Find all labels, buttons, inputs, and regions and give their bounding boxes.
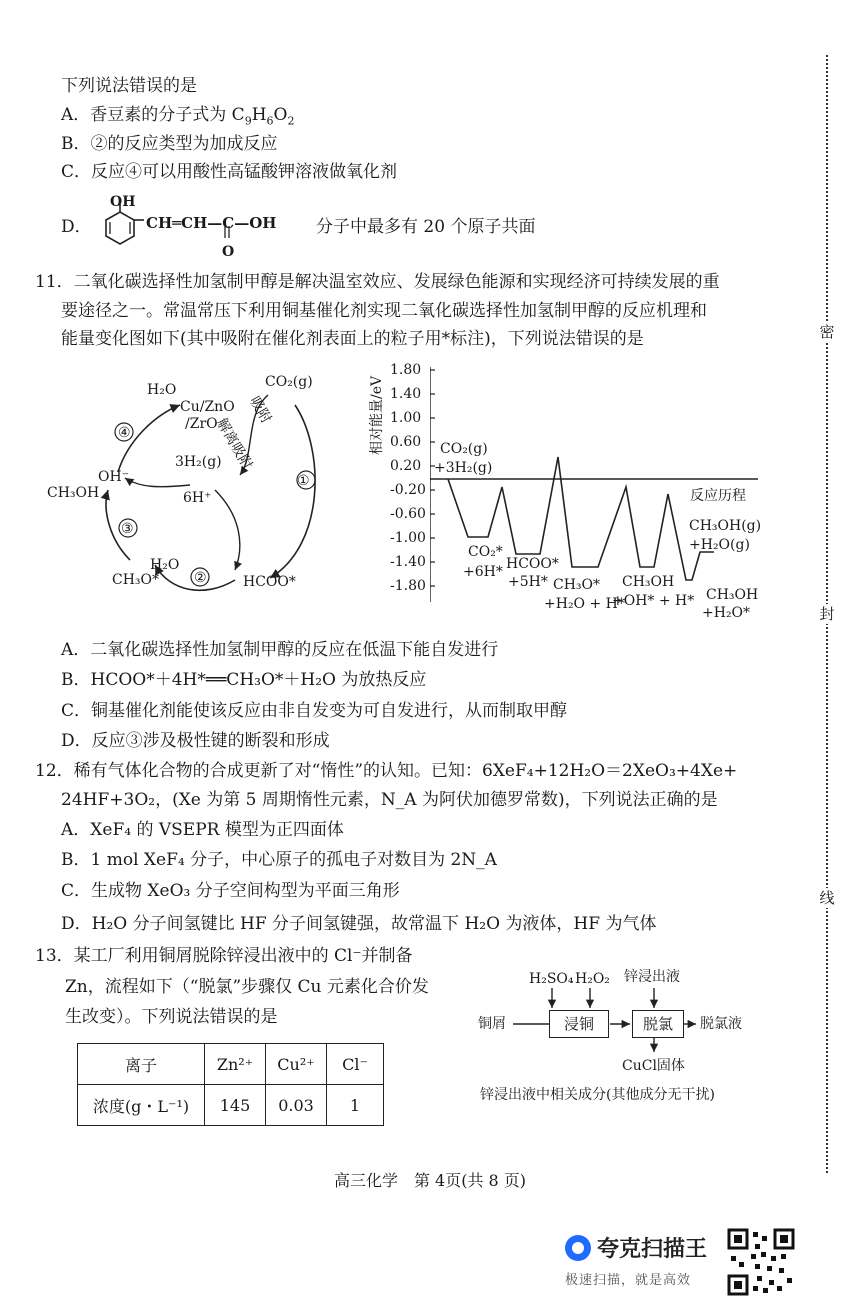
cycle-h2o-bottom: H₂O — [150, 557, 180, 573]
energy-s4b: +OH* + H* — [612, 593, 695, 609]
scanner-tagline: 极速扫描，就是高效 — [565, 1273, 692, 1288]
q10-o-bottom: O — [222, 244, 235, 260]
q11-option-b: B．HCOO*＋4H*══CH₃O*＋H₂O 为放热反应 — [61, 670, 427, 690]
flow-caption: 锌浸出液中相关成分(其他成分无干扰) — [480, 1087, 715, 1103]
q10-option-d-label: D． — [61, 217, 92, 237]
q12-option-a: A．XeF₄ 的 VSEPR 模型为正四面体 — [61, 820, 344, 840]
table-cell: 0.03 — [266, 1085, 327, 1126]
cycle-step2: ② — [194, 570, 207, 586]
cycle-desorb-adsorb: 解离吸附 — [213, 415, 255, 473]
q11-line1: 11．二氧化碳选择性加氢制甲醇是解决温室效应、发展绿色能源和实现经济可持续发展的重 — [35, 272, 720, 292]
q10-oh-top: OH — [110, 194, 136, 210]
q13-flow-arrows — [470, 960, 770, 1060]
q13-line3: 生改变）。下列说法错误的是 — [65, 1007, 278, 1027]
table-cell: 浓度(g・L⁻¹) — [78, 1085, 205, 1126]
table-row — [78, 1085, 384, 1126]
energy-s4a: CH₃OH — [622, 574, 675, 590]
energy-start-2: +3H₂(g) — [434, 460, 493, 476]
q11-option-d: D．反应③涉及极性键的断裂和形成 — [61, 731, 330, 751]
ytick-label: 1.00 — [390, 410, 422, 426]
cycle-adsorb: 吸附 — [246, 393, 274, 427]
energy-s3a: CH₃O* — [553, 577, 601, 593]
flow-copper-scrap: 铜屑 — [478, 1016, 506, 1032]
flow-h2o2: H₂O₂ — [575, 971, 610, 987]
ytick-label: 0.60 — [390, 434, 422, 450]
ytick-label: -1.80 — [390, 578, 426, 594]
flow-box-leach: 浸铜 — [549, 1010, 609, 1038]
flow-h2so4: H₂SO₄ — [529, 971, 574, 987]
table-cell: 1 — [327, 1085, 384, 1126]
energy-ylabel: 相对能量/eV — [369, 375, 385, 455]
energy-s5b: +H₂O* — [702, 605, 751, 621]
cycle-catalyst-2: /ZrO — [185, 416, 218, 432]
cycle-co2: CO₂(g) — [265, 374, 313, 390]
ytick-label: -1.40 — [390, 554, 426, 570]
table-cell: 145 — [205, 1085, 266, 1126]
q12-line1: 12．稀有气体化合物的合成更新了对“惰性”的认知。已知：6XeF₄+12H₂O＝2XeO₃+4Xe+ — [35, 761, 738, 781]
q12-option-b: B．1 mol XeF₄ 分子，中心原子的孤电子对数目为 2N_A — [61, 850, 497, 870]
q13-line2: Zn，流程如下（“脱氯”步骤仅 Cu 元素化合价发 — [65, 977, 429, 997]
ytick-label: -0.20 — [390, 482, 426, 498]
q10-stem: 下列说法错误的是 — [61, 76, 197, 96]
energy-s1a: CO₂* — [468, 544, 503, 560]
flow-product: 脱氯液 — [700, 1016, 742, 1032]
flow-box-dechlorinate: 脱氯 — [632, 1010, 684, 1038]
energy-s3b: +H₂O + H* — [544, 596, 625, 612]
page-footer: 高三化学 第 4页(共 8 页) — [333, 1171, 527, 1190]
flow-cucl: CuCl固体 — [622, 1058, 685, 1074]
cycle-step3: ③ — [121, 521, 134, 537]
q13-ion-table — [77, 1043, 384, 1126]
cycle-h2: 3H₂(g) — [175, 454, 222, 470]
q11-option-c: C．铜基催化剂能使该反应由非自发变为可自发进行，从而制取甲醇 — [61, 701, 568, 721]
table-cell: 离子 — [78, 1044, 205, 1085]
scanner-brand-name: 夸克扫描王 — [597, 1237, 708, 1262]
table-cell: Cl⁻ — [327, 1044, 384, 1085]
binding-char-xian: 线 — [816, 888, 838, 908]
ytick-label: 1.80 — [390, 362, 422, 378]
ytick-label: -1.00 — [390, 530, 426, 546]
cycle-hcoo: HCOO* — [243, 574, 296, 590]
ytick-label: 0.20 — [390, 458, 422, 474]
cycle-ch3o: CH₃O* — [112, 572, 160, 588]
cycle-step1: ① — [297, 473, 310, 489]
q12-option-d: D．H₂O 分子间氢键比 HF 分子间氢键强，故常温下 H₂O 为液体，HF 为气体 — [61, 914, 657, 934]
q10-chain: CH═CH—C—OH — [146, 214, 277, 232]
q11-line3: 能量变化图如下(其中吸附在催化剂表面上的粒子用*标注)，下列说法错误的是 — [61, 329, 644, 349]
flow-zinc-leach: 锌浸出液 — [624, 969, 680, 985]
cycle-hplus: 6H⁺ — [183, 490, 212, 506]
cycle-catalyst-1: Cu/ZnO — [180, 399, 235, 415]
scanner-brand — [565, 1232, 707, 1288]
scanner-logo-icon — [565, 1235, 591, 1261]
binding-char-feng: 封 — [816, 604, 838, 624]
table-row — [78, 1044, 384, 1085]
q10-option-a: A．香豆素的分子式为 $C_9H_6O_2$ — [61, 105, 295, 128]
cycle-oh: OH⁻ — [98, 469, 130, 485]
energy-end-1: CH₃OH(g) — [689, 518, 762, 534]
energy-s2a: HCOO* — [506, 556, 559, 572]
q10-option-b: B．②的反应类型为加成反应 — [61, 134, 278, 154]
q11-line2: 要途径之一。常温常压下利用铜基催化剂实现二氧化碳选择性加氢制甲醇的反应机理和 — [61, 301, 707, 321]
q13-line1: 13．某工厂利用铜屑脱除锌浸出液中的 Cl⁻并制备 — [35, 946, 413, 966]
qr-code-icon — [727, 1228, 795, 1296]
q10-option-c: C．反应④可以用酸性高锰酸钾溶液做氧化剂 — [61, 162, 398, 182]
q11-option-a: A．二氧化碳选择性加氢制甲醇的反应在低温下能自发进行 — [61, 640, 499, 660]
table-cell: Cu²⁺ — [266, 1044, 327, 1085]
q12-line2: 24HF+3O₂，(Xe 为第 5 周期惰性元素，N_A 为阿伏加德罗常数)，下列说法正确的是 — [61, 790, 718, 810]
energy-s5a: CH₃OH — [706, 587, 759, 603]
energy-end-2: +H₂O(g) — [689, 537, 750, 553]
q10-option-d-text: 分子中最多有 20 个原子共面 — [316, 217, 536, 237]
binding-char-mi: 密 — [816, 322, 838, 342]
cycle-h2o-top: H₂O — [147, 382, 177, 398]
ytick-label: 1.40 — [390, 386, 422, 402]
energy-s2b: +5H* — [508, 574, 548, 590]
cycle-step4: ④ — [118, 425, 131, 441]
energy-start-1: CO₂(g) — [440, 441, 488, 457]
energy-s1b: +6H* — [463, 564, 503, 580]
q12-option-c: C．生成物 XeO₃ 分子空间构型为平面三角形 — [61, 881, 400, 901]
ytick-label: -0.60 — [390, 506, 426, 522]
table-cell: Zn²⁺ — [205, 1044, 266, 1085]
cycle-ch3oh: CH₃OH — [47, 485, 100, 501]
energy-xlabel: 反应历程 — [690, 488, 746, 504]
